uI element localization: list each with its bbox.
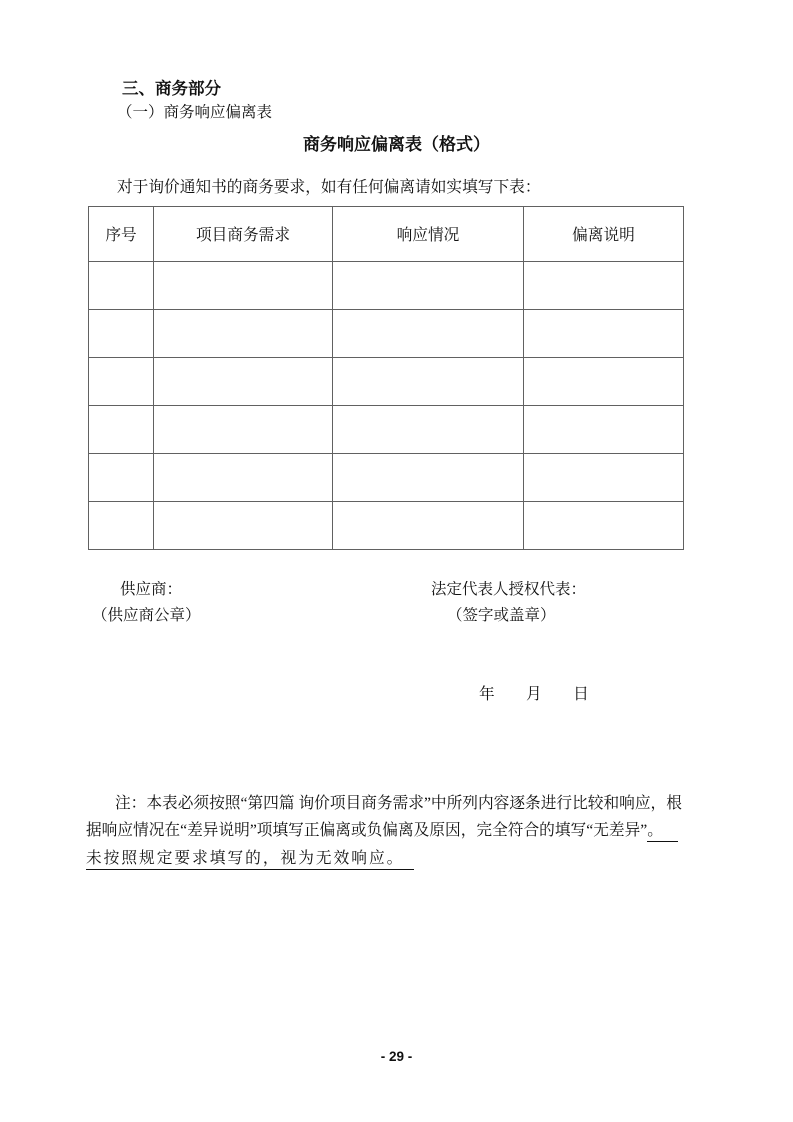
note-line-2 — [86, 822, 678, 840]
supplier-seal-label: （供应商公章） — [92, 607, 201, 624]
table-cell — [524, 310, 684, 358]
page-number: - 29 - — [380, 1049, 413, 1064]
table-cell — [154, 406, 333, 454]
table-cell — [154, 454, 333, 502]
table-cell — [524, 454, 684, 502]
supplier-label: 供应商： — [120, 581, 183, 598]
table-cell — [524, 262, 684, 310]
table-body — [89, 262, 684, 550]
table-row — [89, 406, 684, 454]
table-cell — [333, 454, 524, 502]
table-header-cell: 项目商务需求 — [154, 207, 333, 262]
section-heading: 三、商务部分 — [122, 79, 221, 98]
table-cell — [89, 454, 154, 502]
table-row — [89, 502, 684, 550]
table-cell — [89, 310, 154, 358]
table-cell — [89, 502, 154, 550]
table-cell — [154, 358, 333, 406]
table-cell — [89, 358, 154, 406]
table-cell — [154, 502, 333, 550]
note-line-3-underlined: 未按照规定要求填写的，视为无效响应。 — [86, 850, 414, 870]
table-cell — [333, 310, 524, 358]
deviation-table — [88, 206, 684, 550]
note-line-1: 注：本表必须按照“第四篇 询价项目商务需求”中所列内容逐条进行比较和响应，根 — [115, 795, 682, 812]
note-line-2-underlined: 。 — [647, 822, 678, 842]
table-cell — [333, 358, 524, 406]
table-row — [89, 358, 684, 406]
date-line: 年 月 日 — [479, 686, 589, 703]
table-cell — [524, 502, 684, 550]
table-cell — [333, 262, 524, 310]
table-cell — [524, 406, 684, 454]
table-header-cell: 序号 — [89, 207, 154, 262]
table-cell — [333, 406, 524, 454]
table-header-cell: 偏离说明 — [524, 207, 684, 262]
table-cell — [154, 262, 333, 310]
representative-label: 法定代表人授权代表： — [431, 581, 587, 598]
subsection-heading: （一）商务响应偏离表 — [117, 104, 273, 121]
table-cell — [89, 406, 154, 454]
table-cell — [154, 310, 333, 358]
note-line-3 — [86, 850, 414, 868]
note-line-2-text: 据响应情况在“差异说明”项填写正偏离或负偏离及原因，完全符合的填写“无差异” — [86, 822, 648, 839]
table-row — [89, 454, 684, 502]
table-cell — [524, 358, 684, 406]
intro-text: 对于询价通知书的商务要求，如有任何偏离请如实填写下表： — [117, 179, 541, 196]
table-header-cell: 响应情况 — [333, 207, 524, 262]
form-title: 商务响应偏离表（格式） — [303, 135, 490, 154]
table-cell — [333, 502, 524, 550]
table-row — [89, 310, 684, 358]
table-cell — [89, 262, 154, 310]
table-header-row — [89, 207, 684, 262]
table-row — [89, 262, 684, 310]
representative-sign-label: （签字或盖章） — [447, 607, 556, 624]
